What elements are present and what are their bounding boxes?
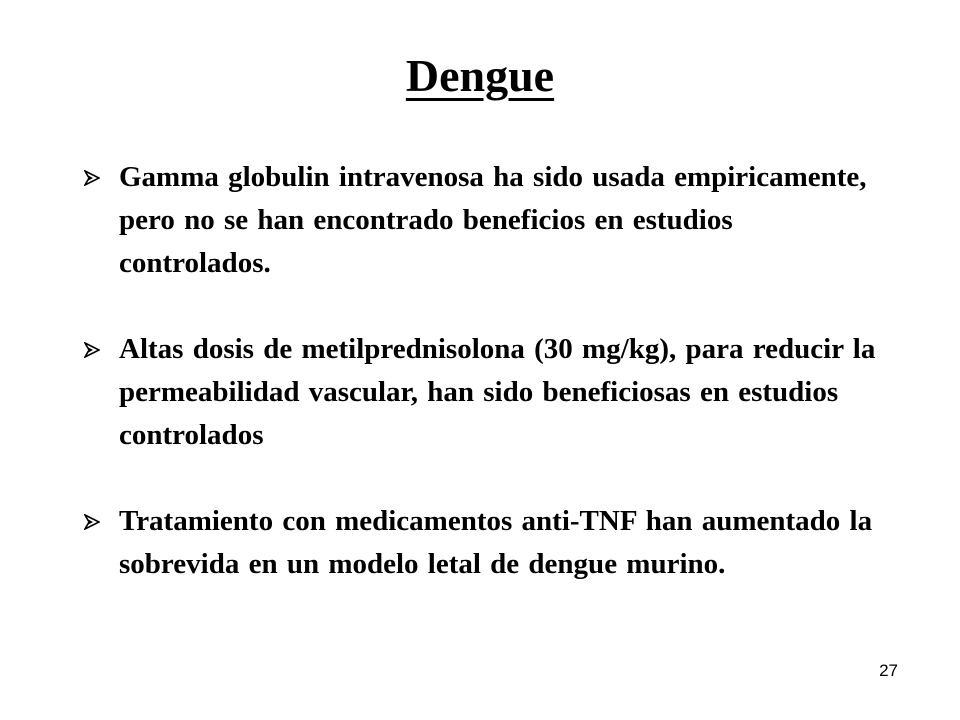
bullet-text: Tratamiento con medicamentos anti-TNF han aumentado la sobrevida en un modelo letal de dengue murino. [119,505,873,580]
bullet-text: Altas dosis de metilprednisolona (30 mg/kg), para reducir la permeabilidad vascular, han sido beneficiosas en estudios controlados [119,333,876,451]
arrowhead-bullet-icon [84,514,100,530]
bullet-item [84,156,884,285]
bullet-item [84,328,884,457]
bullet-item [84,500,884,586]
slide-title: Dengue [405,50,555,101]
arrowhead-bullet-icon [84,170,100,186]
bullet-text: Gamma globulin intravenosa ha sido usada empiricamente, pero no se han encontrado beneficios en estudios controlados. [119,161,867,279]
bullet-list [84,156,884,586]
arrowhead-bullet-icon [84,342,100,358]
page-number: 27 [879,661,898,680]
